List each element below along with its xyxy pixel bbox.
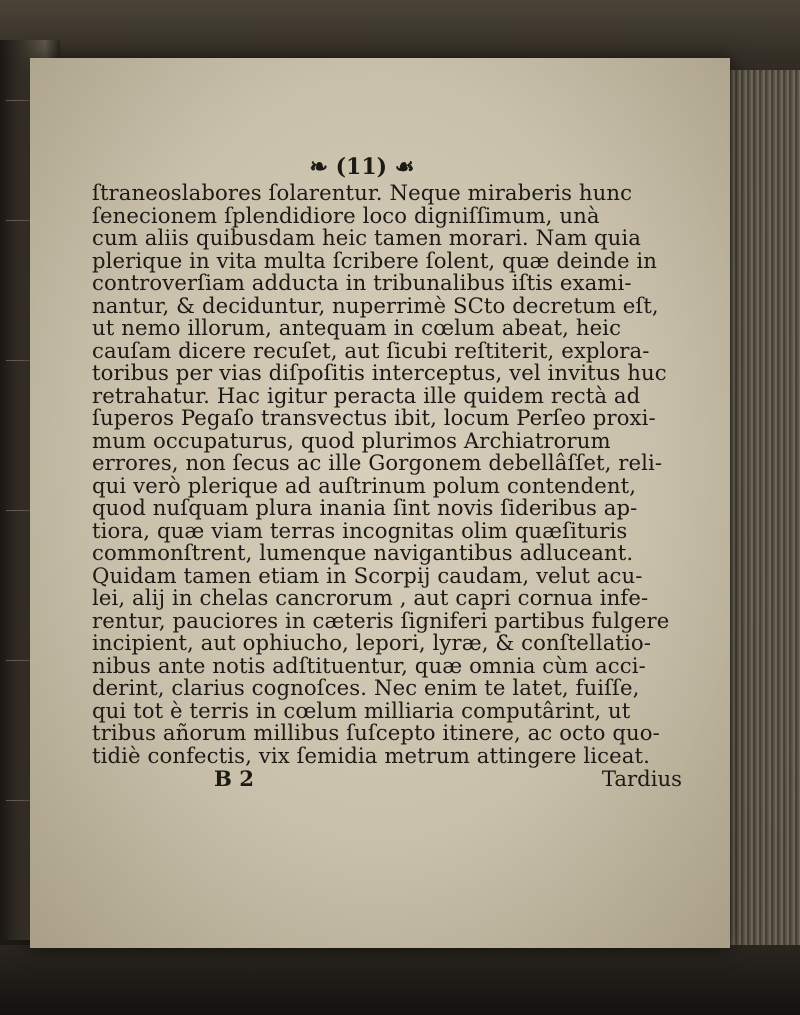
text-line: derint, clarius cognoſces. Nec enim te latet, fuiſſe, xyxy=(92,675,640,700)
catchword: Tardius xyxy=(601,766,682,791)
page-text xyxy=(92,152,682,791)
text-line: cum aliis quibusdam heic tamen morari. Nam quia xyxy=(92,225,642,250)
text-line: errores, non ſecus ac ille Gorgonem debellâſſet, reli- xyxy=(92,450,663,475)
text-line: nantur, & deciduntur, nuperrimè SCto decretum eſt, xyxy=(92,292,659,318)
text-line: tiora, quæ viam terras incognitas olim quæſituris xyxy=(92,517,628,543)
text-line: controverſiam adducta in tribunalibus iſtis exami- xyxy=(92,270,632,295)
text-line: nibus ante notis adſtituentur, quæ omnia cùm acci- xyxy=(92,652,646,678)
text-line: rentur, pauciores in cæteris ſigniferi partibus fulgere xyxy=(92,607,670,633)
text-line: Quidam tamen etiam in Scorpij caudam, velut acu- xyxy=(92,562,643,588)
text-line: ſenecionem ſplendidiore loco digniſſimum, unà xyxy=(92,202,600,228)
text-line: retrahatur. Hac igitur peracta ille quidem rectà ad xyxy=(92,382,641,408)
text-line: cauſam dicere recuſet, aut ſicubi reſtiterit, explora- xyxy=(92,337,650,363)
text-line: tribus añorum millibus ſuſcepto itinere, ac octo quo- xyxy=(92,720,660,745)
text-line: tidiè confectis, vix ſemidia metrum attingere liceat. xyxy=(92,742,650,768)
text-line: qui tot è terris in cœlum milliaria computârint, ut xyxy=(92,697,631,723)
signature-mark: B 2 xyxy=(214,766,255,791)
text-line: ſtraneoslabores ſolarentur. Neque miraberis hunc xyxy=(92,180,633,205)
book-page xyxy=(30,58,730,948)
text-line: incipient, aut ophiucho, lepori, lyræ, & conſtellatio- xyxy=(92,630,652,655)
bottom-shadow xyxy=(0,945,800,1015)
text-line: commonſtrent, lumenque navigantibus adluceant. xyxy=(92,540,634,565)
text-line: mum occupaturus, quod plurimos Archiatrorum xyxy=(92,427,611,453)
text-line: qui verò plerique ad auſtrinum polum contendent, xyxy=(92,472,637,498)
text-line: quod nuſquam plura inania ſint novis ſideribus ap- xyxy=(92,495,638,520)
text-line: toribus per vias diſpoſitis interceptus, vel invitus huc xyxy=(92,360,667,385)
page-header: ❧ (11) ☙ xyxy=(309,154,415,180)
text-line: ſuperos Pegaſo transvectus ibit, locum Perſeo proxi- xyxy=(92,405,656,430)
text-line: ut nemo illorum, antequam in cœlum abeat, heic xyxy=(92,315,622,340)
text-line: lei, alij in chelas cancrorum , aut capri cornua infe- xyxy=(92,585,649,610)
text-line: plerique in vita multa ſcribere ſolent, quæ deinde in xyxy=(92,247,658,273)
page-footer xyxy=(92,767,682,791)
